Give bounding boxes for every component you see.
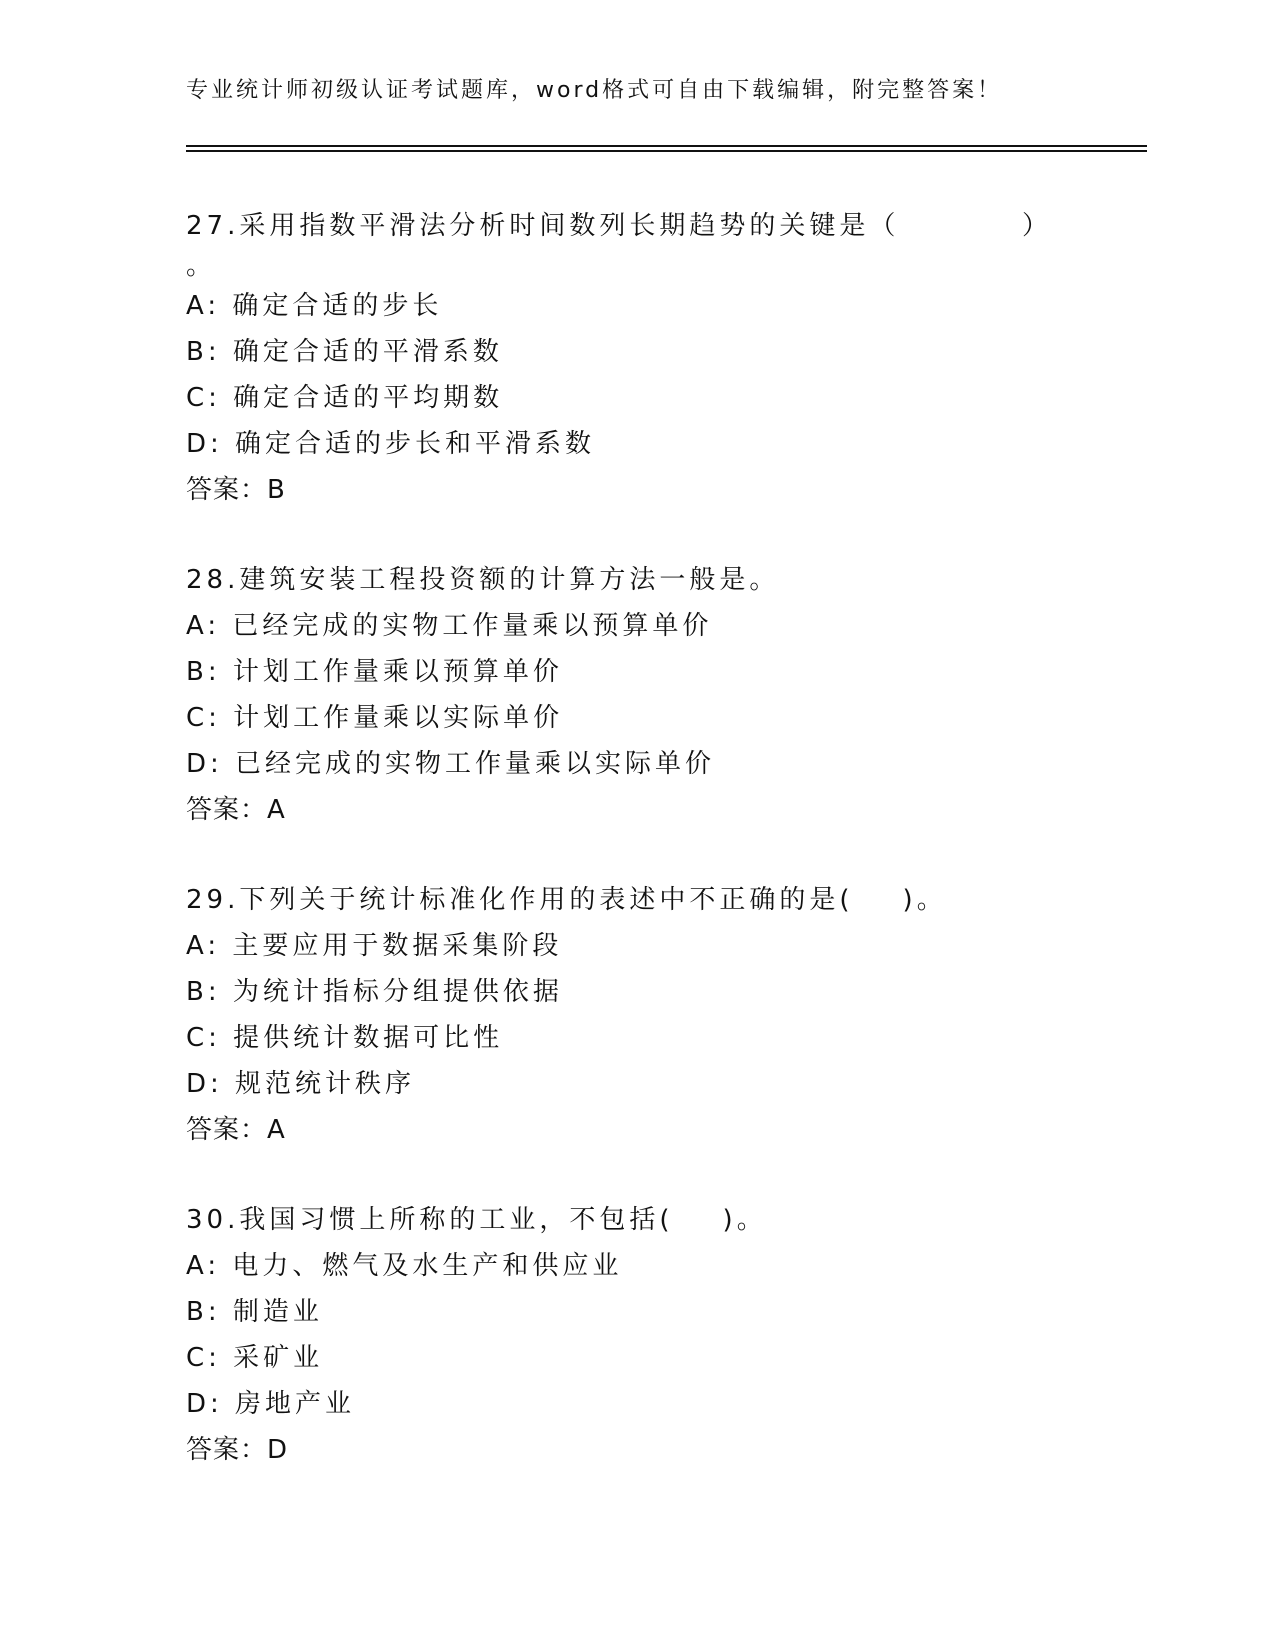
answer: 答案：A (186, 795, 286, 825)
option-d: D: 房地产业 (186, 1389, 356, 1419)
option-d: D: 已经完成的实物工作量乘以实际单价 (186, 749, 716, 779)
option-c: C: 提供统计数据可比性 (186, 1023, 504, 1053)
option-a: A: 确定合适的步长 (186, 291, 443, 321)
question-29 (186, 877, 1116, 1153)
option-d: D: 确定合适的步长和平滑系数 (186, 429, 596, 459)
option-c: C: 确定合适的平均期数 (186, 383, 504, 413)
answer: 答案：A (186, 1115, 286, 1145)
question-stem: 30.我国习惯上所称的工业，不包括( )。 (186, 1205, 767, 1235)
question-stem: 29.下列关于统计标准化作用的表述中不正确的是( )。 (186, 885, 947, 915)
question-30 (186, 1197, 1116, 1473)
option-b: B: 制造业 (186, 1297, 323, 1327)
option-b: B: 确定合适的平滑系数 (186, 337, 503, 367)
question-stem: 27.采用指数平滑法分析时间数列长期趋势的关键是（ ） (186, 211, 1052, 241)
option-b: B: 为统计指标分组提供依据 (186, 977, 563, 1007)
option-d: D: 规范统计秩序 (186, 1069, 416, 1099)
header-divider-top (186, 145, 1147, 147)
option-a: A: 已经完成的实物工作量乘以预算单价 (186, 611, 713, 641)
question-27 (186, 203, 1116, 513)
header-divider-bottom (186, 150, 1147, 152)
option-b: B: 计划工作量乘以预算单价 (186, 657, 563, 687)
option-c: C: 计划工作量乘以实际单价 (186, 703, 564, 733)
option-a: A: 电力、燃气及水生产和供应业 (186, 1251, 623, 1281)
question-stem: 28.建筑安装工程投资额的计算方法一般是。 (186, 565, 780, 595)
question-28 (186, 557, 1116, 833)
question-list (186, 203, 1116, 1517)
answer: 答案：D (186, 1435, 289, 1465)
question-stem-continuation: 。 (186, 251, 217, 281)
option-c: C: 采矿业 (186, 1343, 324, 1373)
option-a: A: 主要应用于数据采集阶段 (186, 931, 563, 961)
document-header: 专业统计师初级认证考试题库，word格式可自由下载编辑，附完整答案！ (186, 78, 1003, 103)
answer: 答案：B (186, 475, 286, 505)
